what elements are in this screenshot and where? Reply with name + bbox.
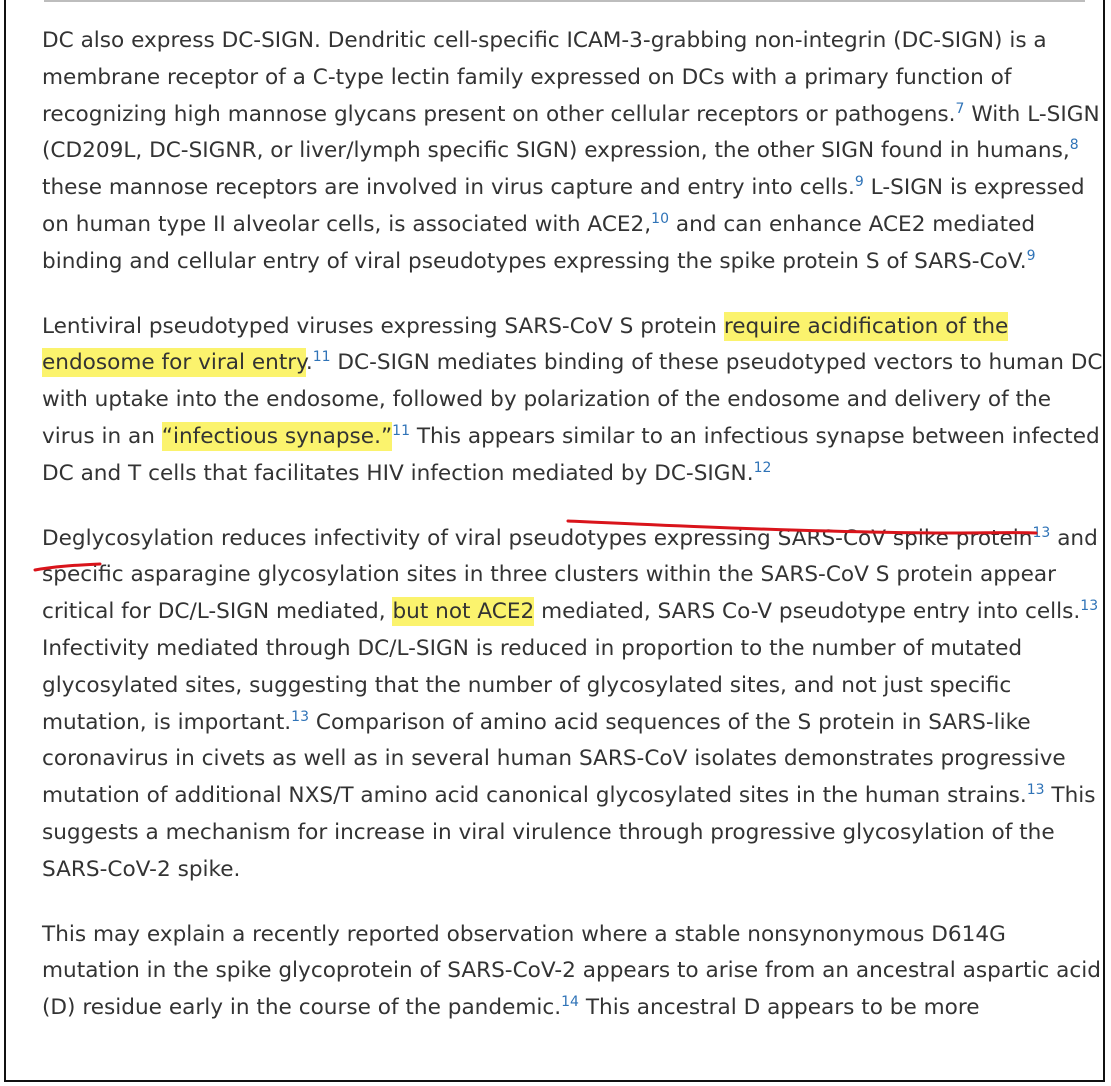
text-run: This ancestral D appears to be more bbox=[578, 995, 980, 1021]
article-body bbox=[42, 23, 1104, 1055]
text-run: Comparison of amino acid sequences of the S protein in SARS-like coronavirus in civets as well as in several human SARS-CoV isolates demonstrates progressive mutation of additional NXS/T amino acid canonical glycosylated sites in the human strains. bbox=[42, 709, 1066, 809]
text-run: This may explain a recently reported observation where a stable nonsynonymous D614G mutation in the spike glycoprotein of SARS-CoV-2 appears to arise from an ancestral aspartic acid (D) residue early in the course of the pandemic. bbox=[42, 921, 1101, 1021]
text-run: This appears similar to an infectious synapse between infected DC and T cells that bbox=[42, 423, 1100, 486]
text-run: and can enhance ACE2 mediated binding and cellular entry of viral pseudotypes expressing the spike protein S of SARS-CoV. bbox=[42, 211, 1036, 274]
paragraph-d614g bbox=[42, 917, 1104, 1027]
top-divider bbox=[44, 0, 1085, 2]
reference-link[interactable]: 9 bbox=[854, 174, 864, 191]
text-run: DC-SIGN mediates binding of these pseudotyped vectors to human DC with uptake into the endosome, followed by polarization of the endosome and delivery of the virus in an bbox=[42, 350, 1103, 449]
highlighted-phrase-not-ace2: but not ACE2 bbox=[392, 599, 535, 625]
reference-link[interactable]: 10 bbox=[651, 210, 669, 227]
reference-link[interactable]: 12 bbox=[753, 459, 772, 476]
text-run: . bbox=[746, 460, 754, 486]
paragraph-lentiviral bbox=[42, 309, 1104, 493]
highlighted-phrase-infectious-synapse: “infectious synapse.” bbox=[161, 423, 393, 449]
text-run: Deglycosylation reduces infectivity of viral pseudotypes expressing SARS-CoV spike protein bbox=[42, 525, 1033, 551]
reference-link[interactable]: 13 bbox=[291, 708, 309, 725]
text-run: This suggests a mechanism for increase in viral virulence through progressive glycosylation of the SARS-CoV-2 spike. bbox=[42, 783, 1096, 882]
reference-link[interactable]: 13 bbox=[1080, 598, 1099, 615]
text-run: Infectivity mediated through DC/L-SIGN is reduced in proportion to the number of mutated glycosylated sites, suggesting that the number of glycosylated sites, and not just specific mutation, is important. bbox=[42, 635, 1023, 735]
text-run: Lentiviral pseudotyped viruses expressing SARS-CoV S protein bbox=[42, 313, 724, 339]
underlined-phrase-hiv: facilitates HIV infection mediated by DC-SIGN bbox=[254, 460, 747, 486]
text-run: mediated, SARS Co-V pseudotype entry into cells. bbox=[534, 599, 1081, 625]
reference-link[interactable]: 11 bbox=[312, 349, 331, 366]
reference-link[interactable]: 13 bbox=[1032, 524, 1051, 541]
text-run: L-SIGN is expressed on human type II alveolar cells, is associated with ACE2, bbox=[42, 175, 1085, 237]
text-run: these mannose receptors are involved in virus capture and entry into cells. bbox=[42, 175, 855, 201]
highlighted-phrase-acidification: require acidification of the endosome for viral entry bbox=[42, 313, 1009, 376]
reference-link[interactable]: 14 bbox=[561, 994, 579, 1011]
reference-link[interactable]: 13 bbox=[1026, 782, 1045, 799]
reference-link[interactable]: 9 bbox=[1026, 247, 1036, 264]
text-run: and specific asparagine glycosylation sites in three clusters within the SARS-CoV S protein appear critical for DC/L-SIGN mediated, bbox=[42, 525, 1098, 625]
reference-link[interactable]: 11 bbox=[392, 422, 410, 439]
paragraph-deglycosylation bbox=[42, 521, 1104, 889]
text-run: . bbox=[305, 350, 313, 376]
paragraph-dc-sign bbox=[42, 23, 1104, 281]
text-run: DC also express DC-SIGN. Dendritic cell-specific ICAM-3-grabbing non-integrin (DC-SIGN) is a membrane receptor of a C-type lectin family expressed on DCs with a primary function of recognizing high mannose glycans present on other cellular receptors or pathogens. bbox=[42, 28, 1047, 127]
document-frame bbox=[4, 0, 1105, 1082]
reference-link[interactable]: 8 bbox=[1069, 137, 1079, 154]
text-run: With L-SIGN (CD209L, DC-SIGNR, or liver/lymph specific SIGN) expression, the other SIGN found in humans, bbox=[42, 101, 1100, 164]
reference-link[interactable]: 7 bbox=[955, 100, 965, 117]
